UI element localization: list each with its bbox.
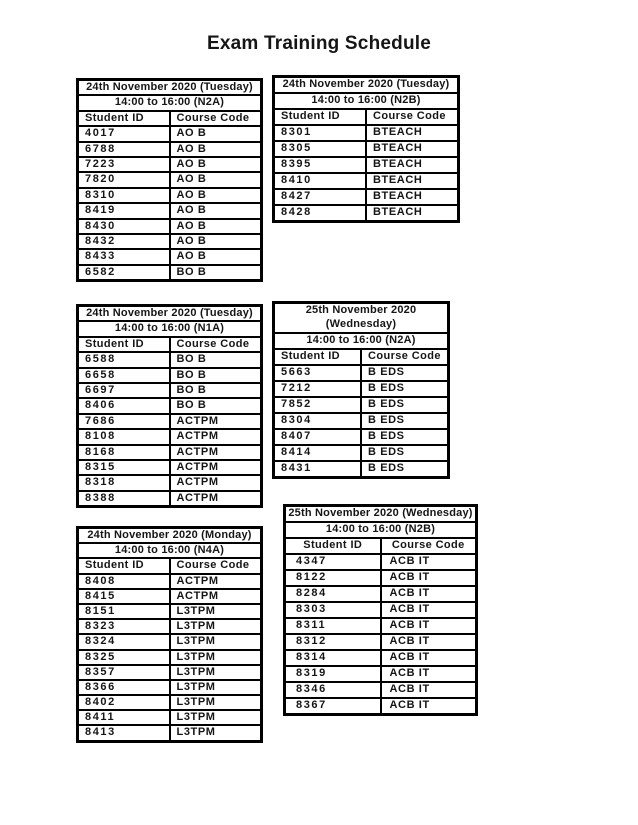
table-row (274, 173, 459, 189)
student-id-cell: 7223 (78, 157, 170, 172)
student-id-cell: 8402 (78, 695, 170, 710)
table-row (274, 205, 459, 222)
student-id-cell: 8414 (274, 445, 362, 461)
table-date-header: 24th November 2020 (Monday) (78, 528, 262, 544)
course-code-cell: B EDS (361, 461, 449, 478)
student-id-cell: 8410 (274, 173, 367, 189)
table-session-header: 14:00 to 16:00 (N2B) (285, 522, 477, 538)
course-code-cell: BO B (170, 352, 262, 367)
course-code-cell: B EDS (361, 397, 449, 413)
table-row (78, 680, 262, 695)
table-row (78, 665, 262, 680)
schedule-table-tue-n1a (76, 304, 263, 508)
student-id-cell: 8122 (285, 570, 381, 586)
table-row (78, 695, 262, 710)
student-id-cell: 8310 (78, 188, 170, 203)
student-id-cell: 8315 (78, 460, 170, 475)
course-code-cell: ACB IT (381, 586, 477, 602)
page-title: Exam Training Schedule (206, 33, 432, 54)
course-code-cell: B EDS (361, 365, 449, 381)
student-id-cell: 8419 (78, 203, 170, 218)
course-code-cell: BO B (170, 265, 262, 281)
date-row (78, 80, 262, 96)
session-row (274, 93, 459, 109)
table-row (78, 574, 262, 589)
course-code-cell: L3TPM (170, 634, 262, 649)
column-header-course-code: Course Code (170, 111, 262, 126)
table-row (78, 589, 262, 604)
table-row (274, 445, 449, 461)
student-id-cell: 8303 (285, 602, 381, 618)
student-id-cell: 8413 (78, 725, 170, 741)
schedule-table-tue-n2a (76, 78, 263, 282)
table-row (78, 142, 262, 157)
student-id-cell: 7686 (78, 414, 170, 429)
student-id-cell: 7852 (274, 397, 362, 413)
student-id-cell: 8323 (78, 619, 170, 634)
course-code-cell: BO B (170, 383, 262, 398)
course-code-cell: L3TPM (170, 710, 262, 725)
table-row (78, 368, 262, 383)
table-date-header: 25th November 2020 (Wednesday) (285, 506, 477, 523)
schedule-table-wed-n2a (272, 301, 450, 479)
table-session-header: 14:00 to 16:00 (N2A) (274, 333, 449, 349)
table-row (285, 586, 477, 602)
course-code-cell: L3TPM (170, 695, 262, 710)
date-row (274, 303, 449, 333)
column-header-student-id: Student ID (78, 111, 170, 126)
course-code-cell: L3TPM (170, 650, 262, 665)
course-code-cell: B EDS (361, 381, 449, 397)
session-row (78, 95, 262, 110)
student-id-cell: 7212 (274, 381, 362, 397)
column-header-student-id: Student ID (78, 337, 170, 352)
table-row (285, 682, 477, 698)
student-id-cell: 8314 (285, 650, 381, 666)
table-row (274, 381, 449, 397)
student-id-cell: 6788 (78, 142, 170, 157)
table-row (78, 475, 262, 490)
student-id-cell: 4017 (78, 126, 170, 141)
table-row (274, 141, 459, 157)
column-header-row (78, 558, 262, 573)
table-session-header: 14:00 to 16:00 (N2A) (78, 95, 262, 110)
column-header-course-code: Course Code (366, 109, 459, 125)
table-row (285, 650, 477, 666)
course-code-cell: AO B (170, 142, 262, 157)
student-id-cell: 8151 (78, 604, 170, 619)
course-code-cell: BO B (170, 368, 262, 383)
table-row (285, 634, 477, 650)
course-code-cell: BO B (170, 398, 262, 413)
table-row (285, 602, 477, 618)
course-code-cell: ACB IT (381, 618, 477, 634)
column-header-student-id: Student ID (274, 109, 367, 125)
student-id-cell: 8407 (274, 429, 362, 445)
course-code-cell: AO B (170, 234, 262, 249)
student-id-cell: 8415 (78, 589, 170, 604)
column-header-course-code: Course Code (170, 558, 262, 573)
table-row (78, 710, 262, 725)
course-code-cell: ACTPM (170, 475, 262, 490)
course-code-cell: ACTPM (170, 589, 262, 604)
student-id-cell: 8318 (78, 475, 170, 490)
course-code-cell: AO B (170, 219, 262, 234)
table-row (78, 265, 262, 281)
course-code-cell: AO B (170, 172, 262, 187)
table-row (78, 188, 262, 203)
column-header-row (78, 337, 262, 352)
table-row (274, 189, 459, 205)
course-code-cell: ACB IT (381, 634, 477, 650)
student-id-cell: 8324 (78, 634, 170, 649)
course-code-cell: AO B (170, 157, 262, 172)
student-id-cell: 8168 (78, 445, 170, 460)
column-header-course-code: Course Code (170, 337, 262, 352)
student-id-cell: 8395 (274, 157, 367, 173)
course-code-cell: ACTPM (170, 491, 262, 507)
course-code-cell: L3TPM (170, 604, 262, 619)
table-row (274, 365, 449, 381)
table-row (78, 429, 262, 444)
table-row (285, 666, 477, 682)
course-code-cell: BTEACH (366, 205, 459, 222)
course-code-cell: ACTPM (170, 574, 262, 589)
course-code-cell: ACTPM (170, 445, 262, 460)
column-header-row (285, 538, 477, 554)
course-code-cell: L3TPM (170, 619, 262, 634)
student-id-cell: 8311 (285, 618, 381, 634)
table-date-header: 25th November 2020 (Wednesday) (274, 303, 449, 333)
column-header-student-id: Student ID (274, 349, 362, 365)
course-code-cell: BTEACH (366, 189, 459, 205)
column-header-student-id: Student ID (285, 538, 381, 554)
student-id-cell: 8408 (78, 574, 170, 589)
table-row (274, 397, 449, 413)
table-row (274, 413, 449, 429)
course-code-cell: L3TPM (170, 665, 262, 680)
table-row (78, 219, 262, 234)
column-header-row (274, 349, 449, 365)
table-row (285, 554, 477, 570)
student-id-cell: 5663 (274, 365, 362, 381)
course-code-cell: ACB IT (381, 570, 477, 586)
course-code-cell: AO B (170, 249, 262, 264)
student-id-cell: 6582 (78, 265, 170, 281)
course-code-cell: L3TPM (170, 680, 262, 695)
table-row (78, 157, 262, 172)
student-id-cell: 8427 (274, 189, 367, 205)
table-row (285, 570, 477, 586)
course-code-cell: B EDS (361, 413, 449, 429)
table-date-header: 24th November 2020 (Tuesday) (78, 306, 262, 322)
student-id-cell: 8432 (78, 234, 170, 249)
session-row (274, 333, 449, 349)
course-code-cell: BTEACH (366, 157, 459, 173)
course-code-cell: ACB IT (381, 666, 477, 682)
student-id-cell: 6658 (78, 368, 170, 383)
table-session-header: 14:00 to 16:00 (N1A) (78, 321, 262, 336)
table-session-header: 14:00 to 16:00 (N2B) (274, 93, 459, 109)
table-row (78, 414, 262, 429)
column-header-student-id: Student ID (78, 558, 170, 573)
student-id-cell: 8319 (285, 666, 381, 682)
table-row (274, 429, 449, 445)
table-row (78, 619, 262, 634)
course-code-cell: ACB IT (381, 602, 477, 618)
student-id-cell: 8312 (285, 634, 381, 650)
schedule-table-mon-n4a (76, 526, 263, 743)
student-id-cell: 8325 (78, 650, 170, 665)
course-code-cell: ACB IT (381, 682, 477, 698)
student-id-cell: 8411 (78, 710, 170, 725)
student-id-cell: 8388 (78, 491, 170, 507)
student-id-cell: 8433 (78, 249, 170, 264)
course-code-cell: L3TPM (170, 725, 262, 741)
table-row (274, 125, 459, 141)
student-id-cell: 8428 (274, 205, 367, 222)
table-row (78, 634, 262, 649)
student-id-cell: 8367 (285, 698, 381, 715)
student-id-cell: 8406 (78, 398, 170, 413)
course-code-cell: ACTPM (170, 429, 262, 444)
table-row (78, 172, 262, 187)
course-code-cell: ACTPM (170, 460, 262, 475)
student-id-cell: 8301 (274, 125, 367, 141)
student-id-cell: 8366 (78, 680, 170, 695)
table-row (78, 460, 262, 475)
student-id-cell: 4347 (285, 554, 381, 570)
course-code-cell: ACB IT (381, 698, 477, 715)
column-header-course-code: Course Code (381, 538, 477, 554)
table-row (78, 383, 262, 398)
table-row (78, 398, 262, 413)
student-id-cell: 6588 (78, 352, 170, 367)
table-date-header: 24th November 2020 (Tuesday) (274, 77, 459, 94)
table-row (274, 461, 449, 478)
session-row (78, 321, 262, 336)
course-code-cell: ACB IT (381, 554, 477, 570)
student-id-cell: 8305 (274, 141, 367, 157)
student-id-cell: 8430 (78, 219, 170, 234)
schedule-table-wed-n2b (283, 504, 478, 716)
date-row (78, 306, 262, 322)
table-row (285, 698, 477, 715)
column-header-course-code: Course Code (361, 349, 449, 365)
table-row (78, 445, 262, 460)
course-code-cell: BTEACH (366, 173, 459, 189)
table-row (78, 126, 262, 141)
student-id-cell: 8431 (274, 461, 362, 478)
student-id-cell: 6697 (78, 383, 170, 398)
course-code-cell: AO B (170, 188, 262, 203)
table-row (78, 491, 262, 507)
course-code-cell: B EDS (361, 445, 449, 461)
date-row (274, 77, 459, 94)
table-row (78, 203, 262, 218)
table-row (285, 618, 477, 634)
student-id-cell: 8284 (285, 586, 381, 602)
table-row (78, 725, 262, 741)
course-code-cell: ACTPM (170, 414, 262, 429)
student-id-cell: 8346 (285, 682, 381, 698)
table-row (78, 352, 262, 367)
course-code-cell: BTEACH (366, 125, 459, 141)
course-code-cell: ACB IT (381, 650, 477, 666)
student-id-cell: 8304 (274, 413, 362, 429)
schedule-table-tue-n2b (272, 75, 460, 223)
course-code-cell: B EDS (361, 429, 449, 445)
table-row (78, 650, 262, 665)
session-row (78, 543, 262, 558)
table-row (78, 604, 262, 619)
table-date-header: 24th November 2020 (Tuesday) (78, 80, 262, 96)
student-id-cell: 8357 (78, 665, 170, 680)
course-code-cell: AO B (170, 126, 262, 141)
table-session-header: 14:00 to 16:00 (N4A) (78, 543, 262, 558)
session-row (285, 522, 477, 538)
date-row (285, 506, 477, 523)
table-row (78, 249, 262, 264)
table-row (274, 157, 459, 173)
student-id-cell: 8108 (78, 429, 170, 444)
course-code-cell: AO B (170, 203, 262, 218)
date-row (78, 528, 262, 544)
student-id-cell: 7820 (78, 172, 170, 187)
course-code-cell: BTEACH (366, 141, 459, 157)
column-header-row (78, 111, 262, 126)
table-row (78, 234, 262, 249)
column-header-row (274, 109, 459, 125)
